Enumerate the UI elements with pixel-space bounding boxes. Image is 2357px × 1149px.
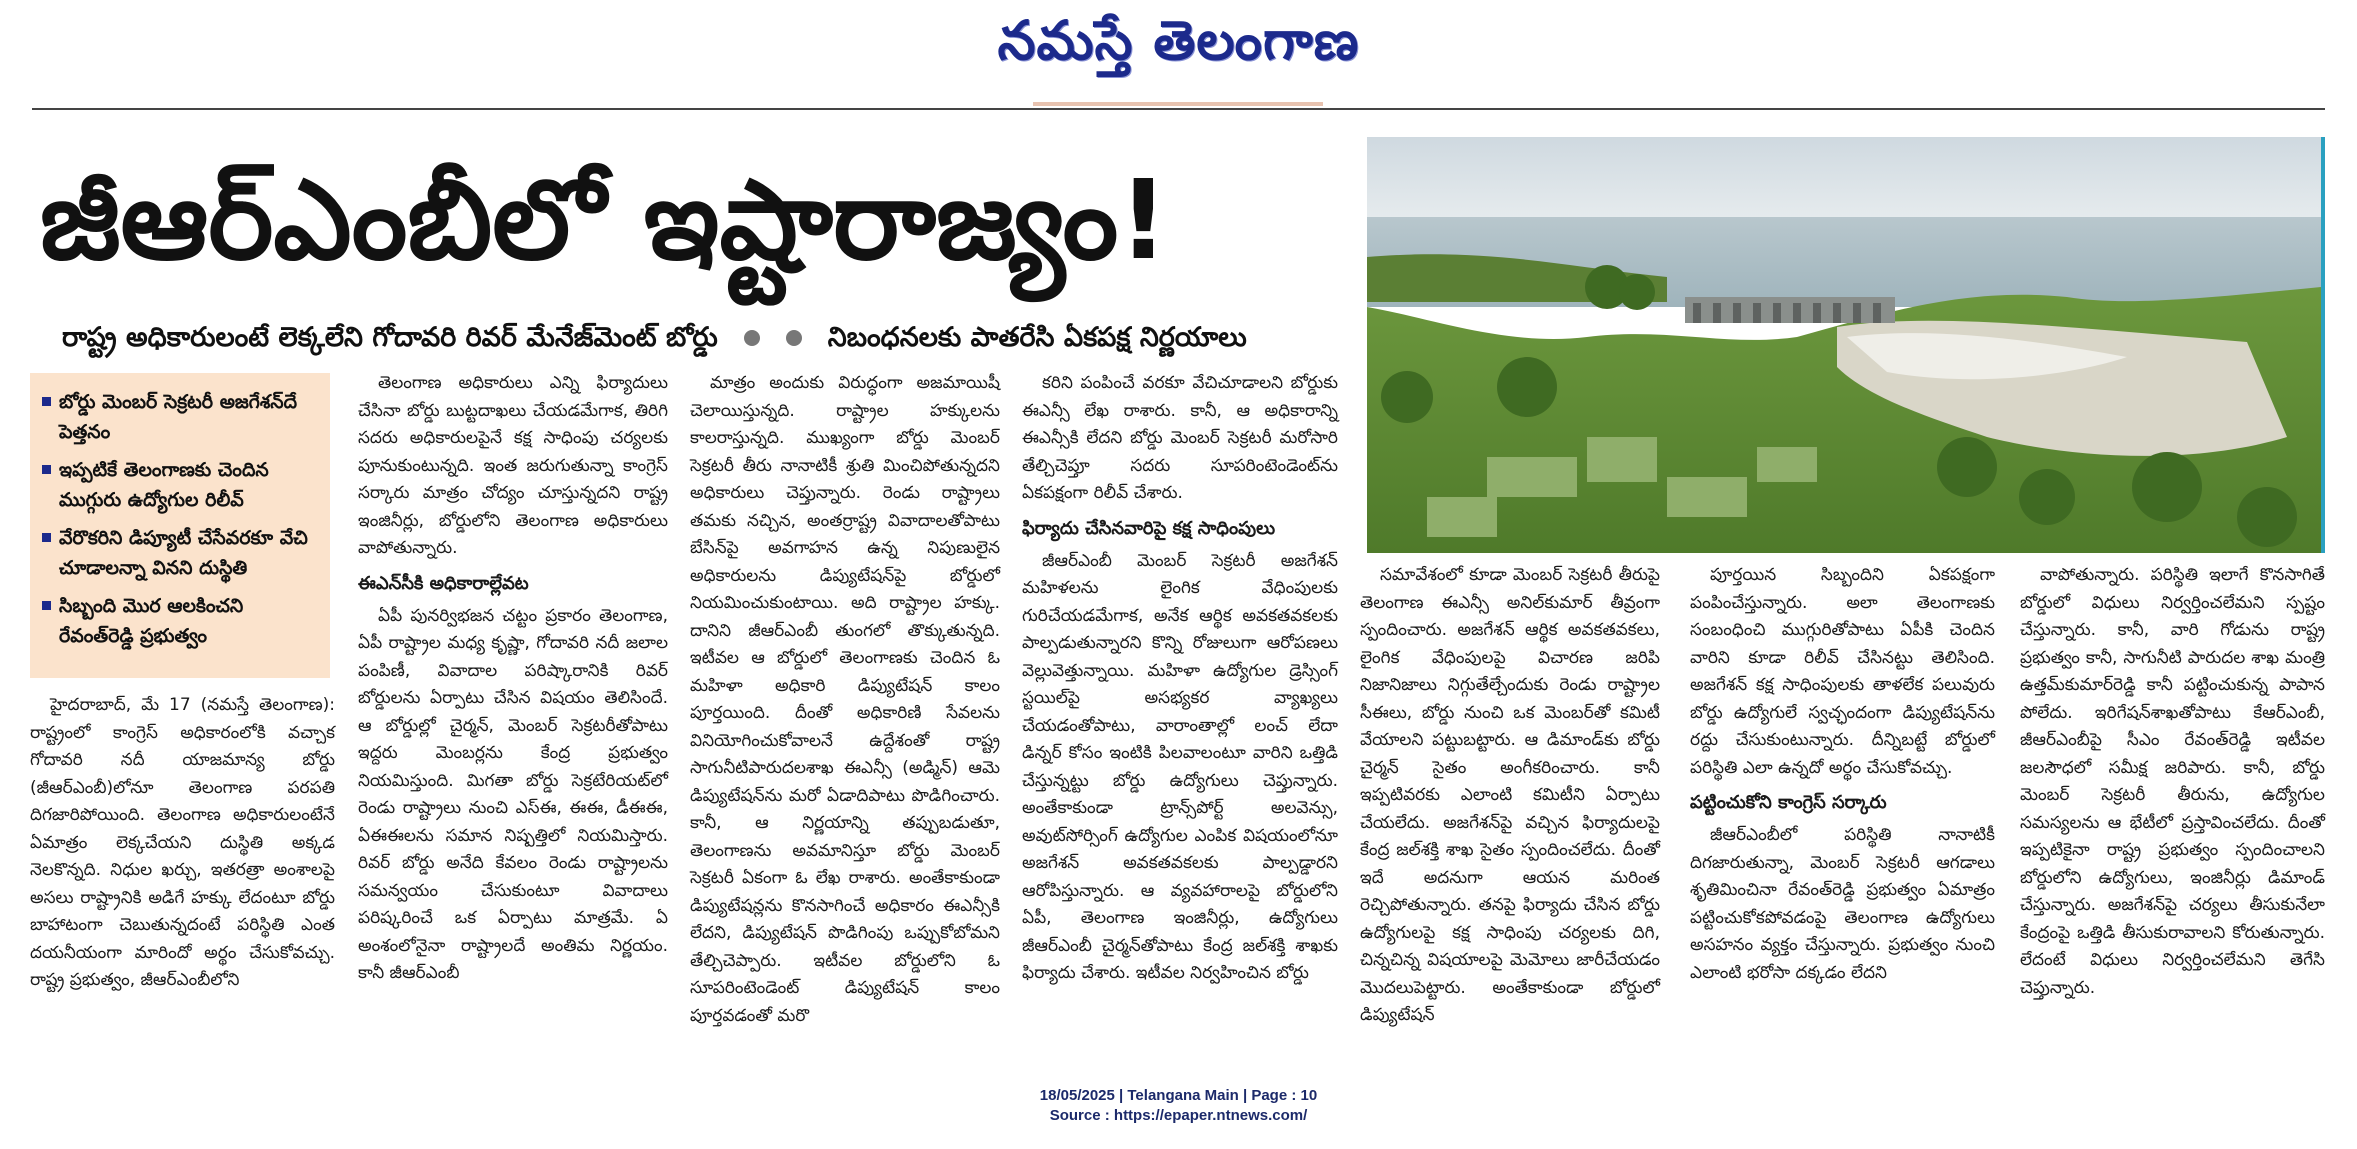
article-column-4 <box>1022 370 1338 1012</box>
footer-date-page: 18/05/2025 | Telangana Main | Page : 10 <box>1039 1087 1318 1104</box>
article-column-3 <box>690 370 1000 1026</box>
masthead <box>0 0 2357 80</box>
article-column-1 <box>30 692 335 1012</box>
article-column-7 <box>2020 562 2325 1012</box>
highlight-text: ఇప్పటికే తెలంగాణకు చెందిన ముగ్గురు ఉద్యోగుల రిలీవ్‌ <box>59 459 269 511</box>
section-heading: పట్టించుకోని కాంగ్రెస్‌ సర్కారు <box>1690 792 1887 813</box>
paragraph: పూర్తయిన సిబ్బందిని ఏకపక్షంగా పంపించేస్తున్నారు. అలా తెలంగాణకు సంబంధించి ముగ్గురితోపాటు ఏపీకి చెందిన వారిని కూడా రిలీవ్‌ చేసినట్టు తెలిసింది. అజగేశన్‌ కక్ష సాధింపులకు తాళలేక పలువురు బోర్డు ఉద్యోగులే స్వచ్ఛందంగా డిప్యుటేషన్‌ను రద్దు చేసుకుంటున్నారు. దీన్నిబట్టే బోర్డులో పరిస్థితి ఎలా ఉన్నదో అర్థం చేసుకోవచ్చు. <box>1690 565 1995 778</box>
highlight-text: బోర్డు మెంబర్‌ సెక్రటరీ అజగేశన్‌దే పెత్తనం <box>59 391 298 443</box>
paragraph: సమావేశంలో కూడా మెంబర్‌ సెక్రటరీ తీరుపై తెలంగాణ ఈఎన్సీ అనిల్‌కుమార్‌ తీవ్రంగా స్పందించారు. అజగేశన్‌ ఆర్థిక అవకతవకలు, లైంగిక వేధింపులపై విచారణ జరిపి నిజానిజాలు నిగ్గుతేల్చేందుకు రెండు రాష్ట్రాల సీఈలు, బోర్డు నుంచి ఒక మెంబర్‌తో కమిటీ వేయాలని పట్టుబట్టారు. ఆ డిమాండ్‌కు బోర్డు చైర్మన్‌ సైతం అంగీకరించారు. కానీ ఇప్పటివరకు ఎలాంటి కమిటీని ఏర్పాటు చేయలేదు. అజగేశన్‌పై వచ్చిన ఫిర్యాదులపై కేంద్ర జల్‌శక్తి శాఖ సైతం స్పందించలేదు. దీంతో ఇదే అదనుగా ఆయన మరింత రెచ్చిపోతున్నారు. తనపై ఫిర్యాదు చేసిన బోర్డు ఉద్యోగులపై కక్ష సాధింపు చర్యలకు దిగి, చిన్నచిన్న విషయాలపై మెమోలు జారీచేయడం మొదలుపెట్టారు. అంతేకాకుండా బోర్డులో డిప్యుటేషన్‌ <box>1360 565 1660 1025</box>
subhead-left: రాష్ట్ర అధికారులంటే లెక్కలేని గోదావరి రివర్‌ మేనేజ్‌మెంట్‌ బోర్డు <box>62 322 718 353</box>
section-heading: ఫిర్యాదు చేసినవారిపై కక్ష సాధింపులు <box>1022 517 1276 539</box>
paragraph: వాపోతున్నారు. పరిస్థితి ఇలాగే కొనసాగితే బోర్డులో విధులు నిర్వర్తించలేమని స్పష్టం చేస్తున్నారు. కానీ, వారి గోడును రాష్ట్ర ప్రభుత్వం కానీ, సాగునీటి పారుదల శాఖ మంత్రి ఉత్తమ్‌కుమార్‌రెడ్డి కానీ పట్టించుకున్న పాపాన పోలేదు. ఇరిగేషన్‌శాఖతోపాటు కేఆర్‌ఎంబీ, జీఆర్‌ఎంబీపై సీఎం రేవంత్‌రెడ్డి ఇటీవల జలసౌధలో సమీక్ష జరిపారు. కానీ, బోర్డు మెంబర్‌ సెక్రటరీ తీరును, ఉద్యోగుల సమస్యలను ఆ భేటీలో ప్రస్తావించలేదు. దీంతో ఇప్పటికైనా రాష్ట్ర ప్రభుత్వం స్పందించాలని బోర్డులోని ఉద్యోగులు, ఇంజినీర్లు డిమాండ్‌ చేస్తున్నారు. అజగేశన్‌పై చర్యలు తీసుకునేలా కేంద్రంపై ఒత్తిడి తీసుకురావాలని కోరుతున్నారు. లేదంటే విధులు నిర్వర్తించలేమని తెగేసి చెప్తున్నారు. <box>2020 565 2325 998</box>
highlight-text: వేరొకరిని డిప్యూటీ చేసేవరకూ వేచి చూడాలన్నా వినని దుస్థితి <box>59 527 308 579</box>
bullet-dot-icon <box>744 330 760 346</box>
paragraph: హైదరాబాద్‌, మే 17 (నమస్తే తెలంగాణ): రాష్ట్రంలో కాంగ్రెస్‌ అధికారంలోకి వచ్చాక గోదావరి నదీ యాజమాన్య బోర్డు (జీఆర్‌ఎంబీ)లోనూ తెలంగాణ పరపతి దిగజారిపోయింది. తెలంగాణ అధికారులంటేనే ఏమాత్రం లెక్కచేయని దుస్థితి అక్కడ నెలకొన్నది. నిధుల ఖర్చు, ఇతరత్రా అంశాలపై అసలు రాష్ట్రానికి అడిగే హక్కు లేదంటూ బోర్డు బాహాటంగా చెబుతున్నదంటే పరిస్థితి ఎంత దయనీయంగా మారిందో అర్థం చేసుకోవచ్చు. రాష్ట్ర ప్రభుత్వం, జీఆర్‌ఎంబీలోని <box>30 695 335 990</box>
article-column-2 <box>358 370 668 1012</box>
square-bullet-icon <box>42 601 51 610</box>
paragraph: మాత్రం అందుకు విరుద్ధంగా అజమాయిషీ చెలాయిస్తున్నది. రాష్ట్రాల హక్కులను కాలరాస్తున్నది. ముఖ్యంగా బోర్డు మెంబర్‌ సెక్రటరీ తీరు నానాటికీ శ్రుతి మించిపోతున్నదని అధికారులు చెప్తున్నారు. రెండు రాష్ట్రాలు తమకు నచ్చిన, అంతర్రాష్ట్ర వివాదాలతోపాటు బేసిన్‌పై అవగాహన ఉన్న నిపుణులైన అధికారులను డిప్యుటేషన్‌పై బోర్డులో నియమించుకుంటాయి. అది రాష్ట్రాల హక్కు. దానిని జీఆర్‌ఎంబీ తుంగలో తొక్కుతున్నది. ఇటీవల ఆ బోర్డులో తెలంగాణకు చెందిన ఓ మహిళా అధికారి డిప్యుటేషన్‌ కాలం పూర్తయింది. దీంతో అధికారిణి సేవలను వినియోగించుకోవాలనే ఉద్దేశంతో రాష్ట్ర సాగునీటిపారుదలశాఖ ఈఎన్సీ (అడ్మిన్‌) ఆమె డిప్యుటేషన్‌ను మరో ఏడాదిపాటు పొడిగించారు. కానీ, ఆ నిర్ణయాన్ని తప్పుబడుతూ, తెలంగాణను అవమానిస్తూ బోర్డు మెంబర్‌ సెక్రటరీ ఏకంగా ఓ లేఖ రాశారు. అంతేకాకుండా డిప్యుటేషన్లను కొనసాగించే అధికారం ఈఎన్సీకి లేదని, డిప్యుటేషన్‌ పొడిగింపు ఒప్పుకోబోమని తేల్చిచెప్పారు. ఇటీవల బోర్డులోని ఓ సూపరింటెండెంట్‌ డిప్యుటేషన్‌ కాలం పూర్తవడంతో మరొ <box>690 373 1000 1026</box>
highlights-box <box>30 373 330 678</box>
article-headline: జీఆర్‌ఎంబీలో ఇష్టారాజ్యం! <box>40 156 1169 284</box>
highlight-item <box>42 523 318 583</box>
article-column-6 <box>1690 562 1995 1012</box>
article-column-5 <box>1360 562 1660 1025</box>
bullet-dot-icon <box>786 330 802 346</box>
paragraph: జీఆర్‌ఎంబీలో పరిస్థితి నానాటికీ దిగజారుతున్నా, మెంబర్‌ సెక్రటరీ ఆగడాలు శృతిమించినా రేవంత్‌రెడ్డి ప్రభుత్వం ఏమాత్రం పట్టించుకోకపోవడంపై తెలంగాణ ఉద్యోగులు అసహనం వ్యక్తం చేస్తున్నారు. ప్రభుత్వం నుంచి ఎలాంటి భరోసా దక్కడం లేదని <box>1690 825 1995 983</box>
highlight-item <box>42 455 318 515</box>
footer-source-link[interactable]: Source : https://epaper.ntnews.com/ <box>1049 1107 1308 1124</box>
highlight-text: సిబ్బంది మొర ఆలకించని రేవంత్‌రెడ్డి ప్రభుత్వం <box>59 595 244 647</box>
newspaper-logo: నమస్తే తెలంగాణ <box>997 8 1360 72</box>
paragraph: జీఆర్‌ఎంబీ మెంబర్‌ సెక్రటరీ అజగేశన్‌ మహిళలను లైంగిక వేధింపులకు గురిచేయడమేగాక, అనేక ఆర్థిక అవకతవకలకు పాల్పడుతున్నారని కొన్ని రోజులుగా ఆరోపణలు వెల్లువెత్తున్నాయి. మహిళా ఉద్యోగుల డ్రెస్సింగ్‌ స్టయిల్‌పై అసభ్యకర వ్యాఖ్యలు చేయడంతోపాటు, వారాంతాల్లో లంచ్‌ లేదా డిన్నర్‌ కోసం ఇంటికి పిలవాలంటూ వారిని ఒత్తిడి చేస్తున్నట్టు బోర్డు ఉద్యోగులు చెప్తున్నారు. అంతేకాకుండా ట్రాన్స్‌పోర్ట్‌ అలవెన్సు, అవుట్‌సోర్సింగ్‌ ఉద్యోగుల ఎంపిక విషయంలోనూ అజగేశన్‌ అవకతవకలకు పాల్పడ్డారని ఆరోపిస్తున్నారు. ఆ వ్యవహారాలపై బోర్డులోని ఏపీ, తెలంగాణ ఇంజినీర్లు, ఉద్యోగులు జీఆర్‌ఎంబీ చైర్మన్‌తోపాటు కేంద్ర జల్‌శక్తి శాఖకు ఫిర్యాదు చేశారు. ఇటీవల నిర్వహించిన బోర్డు <box>1022 550 1338 983</box>
masthead-accent-rule <box>1033 102 1323 106</box>
paragraph: తెలంగాణ అధికారులు ఎన్ని ఫిర్యాదులు చేసినా బోర్డు బుట్టదాఖలు చేయడమేగాక, తిరిగి సదరు అధికారులపైనే కక్ష సాధింపు చర్యలకు పూనుకుంటున్నది. ఇంత జరుగుతున్నా కాంగ్రెస్‌ సర్కారు మాత్రం చోద్యం చూస్తున్నదని రాష్ట్ర ఇంజినీర్లు, బోర్డులోని తెలంగాణ అధికారులు వాపోతున్నారు. <box>358 373 668 558</box>
dam-photo <box>1367 137 2325 553</box>
paragraph: కరిని పంపించే వరకూ వేచిచూడాలని బోర్డుకు ఈఎన్సీ లేఖ రాశారు. కానీ, ఆ అధికారాన్ని ఈఎన్సీకి లేదని బోర్డు మెంబర్‌ సెక్రటరీ మరోసారి తేల్చిచెప్తూ సదరు సూపరింటెండెంట్‌ను ఏకపక్షంగా రిలీవ్‌ చేశారు. <box>1022 373 1338 503</box>
square-bullet-icon <box>42 397 51 406</box>
page-footer <box>0 1086 2357 1126</box>
section-heading: ఈఎన్‌సీకి అధికారాల్లేవట <box>358 572 529 594</box>
masthead-rule <box>32 108 2325 110</box>
reservoir-dam-image <box>1367 137 2321 553</box>
highlight-item <box>42 591 318 651</box>
square-bullet-icon <box>42 465 51 474</box>
article-subheadline <box>62 316 1322 360</box>
subhead-right: నిబంధనలకు పాతరేసి ఏకపక్ష నిర్ణయాలు <box>827 322 1247 353</box>
highlight-item <box>42 387 318 447</box>
square-bullet-icon <box>42 533 51 542</box>
paragraph: ఏపీ పునర్విభజన చట్టం ప్రకారం తెలంగాణ, ఏపీ రాష్ట్రాల మధ్య కృష్ణా, గోదావరి నదీ జలాల పంపిణీ, వివాదాల పరిష్కారానికి రివర్‌ బోర్డులను ఏర్పాటు చేసిన విషయం తెలిసిందే. ఆ బోర్డుల్లో చైర్మన్‌, మెంబర్‌ సెక్రటరీతోపాటు ఇద్దరు మెంబర్లను కేంద్ర ప్రభుత్వం నియమిస్తుంది. మిగతా బోర్డు సెక్రటేరియట్‌లో రెండు రాష్ట్రాలు నుంచి ఎస్‌ఈ, ఈఈ, డీఈఈ, ఏఈఈలను సమాన నిష్పత్తిలో నియమిస్తారు. రివర్‌ బోర్డు అనేది కేవలం రెండు రాష్ట్రాలను సమన్వయం చేసుకుంటూ వివాదాలు పరిష్కరించే ఒక ఏర్పాటు మాత్రమే. ఏ అంశంలోనైనా రాష్ట్రాలదే అంతిమ నిర్ణయం. కానీ జీఆర్‌ఎంబీ <box>358 605 668 983</box>
